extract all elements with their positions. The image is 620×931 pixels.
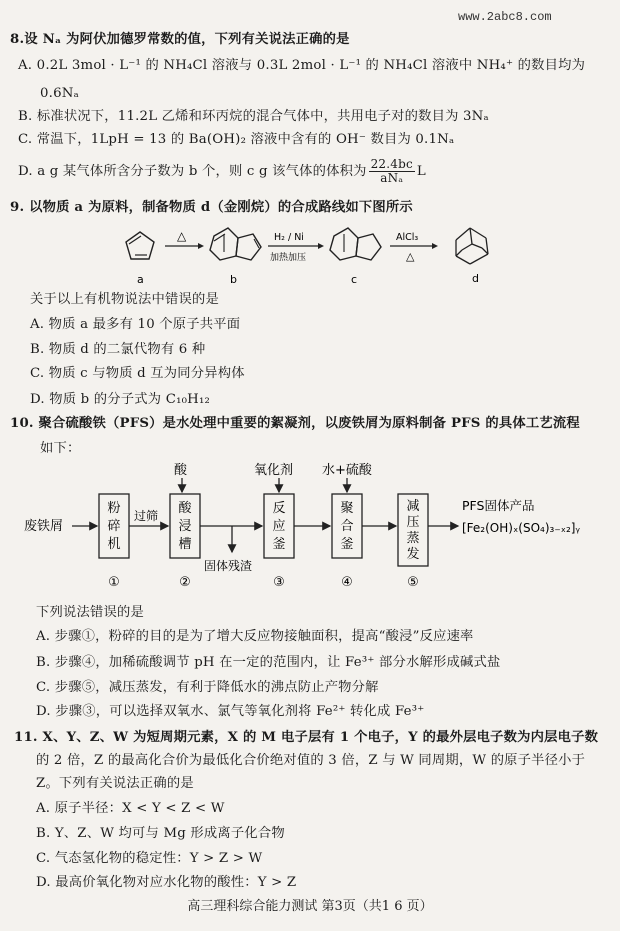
box5-char: 蒸 <box>406 531 420 546</box>
q8-option-d-prefix: D. a g 某气体所含分子数为 b 个，则 c g 该气体的体积为 <box>18 164 367 179</box>
flow-box-5-label <box>406 498 419 562</box>
q11-option-d: D. 最高价氧化物对应水化物的酸性：Y > Z <box>36 875 297 890</box>
flow-step-5: ⑤ <box>407 575 419 590</box>
q9-stem: 9. 以物质 a 为原料，制备物质 d（金刚烷）的合成路线如下图所示 <box>10 200 413 215</box>
flow-box-4-input: 水+硫酸 <box>322 463 372 478</box>
flow-step-3: ③ <box>273 575 285 590</box>
box2-char: 浸 <box>178 519 192 534</box>
q11-option-b: B. Y、Z、W 均可与 Mg 形成离子化合物 <box>36 826 285 841</box>
flow-box-3-input: 氧化剂 <box>254 463 294 478</box>
box1-char: 粉 <box>107 501 121 516</box>
flow-step-2: ② <box>179 575 191 590</box>
arrow-2-condition-bottom: 加热加压 <box>270 253 307 263</box>
q11-stem-line1: 11. X、Y、Z、W 为短周期元素，X 的 M 电子层有 1 个电子，Y 的最外层电子数为内层电子数 <box>14 730 599 745</box>
label-c: c <box>351 273 358 286</box>
box2-char: 槽 <box>178 537 192 552</box>
flow-input: 废铁屑 <box>24 519 64 534</box>
box5-char: 发 <box>406 547 420 562</box>
box1-char: 机 <box>107 537 121 552</box>
flow-step-4: ④ <box>341 575 353 590</box>
q8-option-d-suffix: L <box>416 164 426 179</box>
q9-option-a: A. 物质 a 最多有 10 个原子共平面 <box>30 317 241 332</box>
q9-synthesis-route <box>110 222 520 290</box>
q9-intro: 关于以上有机物说法中错误的是 <box>30 292 219 307</box>
q10-option-b: B. 步骤④，加稀硫酸调节 pH 在一定的范围内，让 Fe³⁺ 部分水解形成碱式盐 <box>36 655 501 670</box>
box3-char: 反 <box>272 501 286 516</box>
q9-option-b: B. 物质 d 的二氯代物有 6 种 <box>30 342 206 357</box>
flow-step-filter: 过筛 <box>134 509 159 523</box>
box4-char: 釜 <box>340 537 354 552</box>
flow-box-2-label <box>178 501 192 552</box>
flow-box-1-label <box>107 500 120 552</box>
q8-option-c: C. 常温下，1LpH = 13 的 Ba(OH)₂ 溶液中含有的 OH⁻ 数目为 0.1Nₐ <box>18 132 455 147</box>
flow-box-4-label <box>340 501 353 552</box>
box1-char: 碎 <box>107 519 121 534</box>
q9-option-c: C. 物质 c 与物质 d 互为同分异构体 <box>30 366 245 381</box>
molecule-b-icon <box>210 228 261 260</box>
molecule-a-icon <box>126 232 154 259</box>
q8-option-b: B. 标准状况下，11.2L 乙烯和环丙烷的混合气体中，共用电子对的数目为 3Nₐ <box>18 109 489 124</box>
box4-char: 聚 <box>340 501 354 516</box>
q8-option-d <box>18 158 426 185</box>
q8-option-a-line2: 0.6Nₐ <box>40 86 79 101</box>
q11-option-c: C. 气态氢化物的稳定性：Y > Z > W <box>36 851 263 866</box>
molecule-d-icon <box>456 228 488 264</box>
flow-box-2-input: 酸 <box>174 463 188 478</box>
box3-char: 釜 <box>272 537 286 552</box>
q10-option-c: C. 步骤⑤，减压蒸发，有利于降低水的沸点防止产物分解 <box>36 680 379 695</box>
q8-option-d-fraction <box>369 158 415 185</box>
box5-char: 减 <box>406 499 420 514</box>
arrow-3-condition-top: AlCl₃ <box>396 232 419 243</box>
q10-option-d: D. 步骤③，可以选择双氧水、氯气等氧化剂将 Fe²⁺ 转化成 Fe³⁺ <box>36 704 425 719</box>
flow-step-1: ① <box>108 575 120 590</box>
label-b: b <box>230 273 237 286</box>
label-a: a <box>137 273 144 286</box>
watermark: www.2abc8.com <box>458 10 552 24</box>
q10-process-flow <box>22 458 597 598</box>
arrow-2-condition-top: H₂ / Ni <box>274 232 304 243</box>
q11-stem-line2: 的 2 倍，Z 的最高化合价为最低化合价绝对值的 3 倍，Z 与 W 同周期，W 的原子半径小于 <box>36 753 586 768</box>
q10-intro: 下列说法错误的是 <box>36 605 144 620</box>
box2-char: 酸 <box>178 501 192 516</box>
q11-option-a: A. 原子半径：X < Y < Z < W <box>36 801 225 816</box>
box4-char: 合 <box>340 519 354 534</box>
q9-option-d: D. 物质 b 的分子式为 C₁₀H₁₂ <box>30 392 211 407</box>
page-footer: 高三理科综合能力测试 第3页（共1 6 页） <box>187 899 433 914</box>
q8-stem: 8.设 Nₐ 为阿伏加德罗常数的值，下列有关说法正确的是 <box>10 32 350 47</box>
box3-char: 应 <box>272 519 286 534</box>
q8-fraction-denominator: aNₐ <box>380 171 404 185</box>
flow-product-title: PFS固体产品 <box>462 498 535 513</box>
arrow-3-condition-bottom: △ <box>406 250 415 263</box>
q10-stem-line2: 如下： <box>40 441 81 456</box>
flow-box-3-label <box>272 501 285 552</box>
label-d: d <box>472 272 479 285</box>
arrow-1-condition: △ <box>177 229 187 243</box>
flow-residue: 固体残渣 <box>204 559 253 573</box>
q8-option-a-line1: A. 0.2L 3mol · L⁻¹ 的 NH₄Cl 溶液与 0.3L 2mol · L⁻¹ 的 NH₄Cl 溶液中 NH₄⁺ 的数目均为 <box>18 58 586 73</box>
q8-fraction-numerator: 22.4bc <box>370 157 413 171</box>
q10-option-a: A. 步骤①，粉碎的目的是为了增大反应物接触面积，提高“酸浸”反应速率 <box>36 629 474 644</box>
molecule-c-icon <box>330 228 381 260</box>
q11-stem-line3: Z。下列有关说法正确的是 <box>36 776 194 791</box>
flow-product-formula: [Fe₂(OH)ₓ(SO₄)₃₋ₓ₂]ᵧ <box>462 521 580 535</box>
box5-char: 压 <box>406 515 420 530</box>
q10-stem-line1: 10. 聚合硫酸铁（PFS）是水处理中重要的絮凝剂，以废铁屑为原料制备 PFS 的具体工艺流程 <box>10 416 580 431</box>
